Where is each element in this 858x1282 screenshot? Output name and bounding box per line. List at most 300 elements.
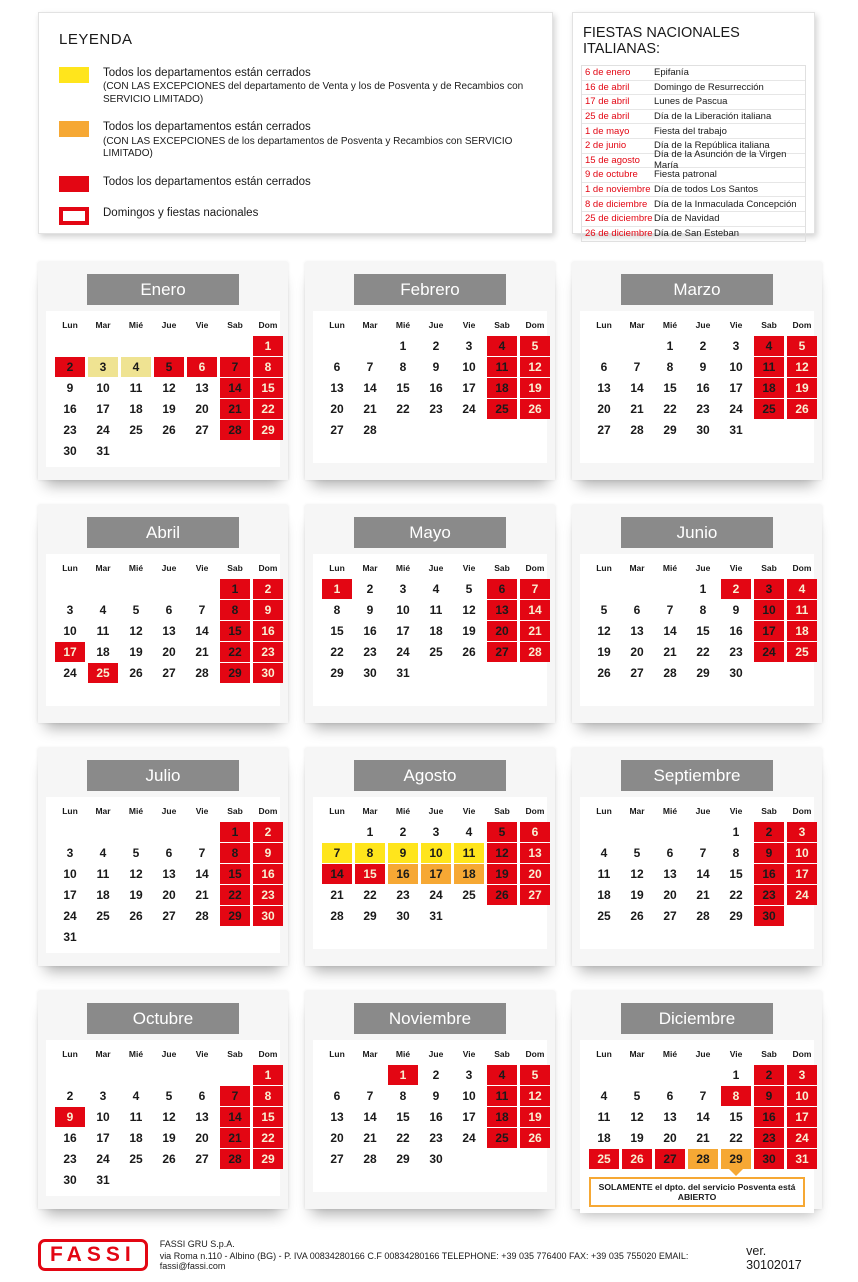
day-cell: 29 [330, 666, 344, 680]
day-cell: 8 [220, 843, 250, 863]
day-cell: 7 [666, 603, 674, 617]
empty-cell [55, 579, 85, 599]
weekday-header: Lun [596, 320, 612, 330]
day-cell: 21 [220, 399, 250, 419]
day-cell: 28 [696, 909, 710, 923]
holiday-name: Domingo de Resurrección [654, 81, 764, 93]
day-cell: 6 [165, 846, 173, 860]
empty-cell [688, 822, 718, 842]
day-cell: 30 [729, 666, 743, 680]
day-cell: 4 [787, 579, 817, 599]
day-cell: 26 [129, 909, 143, 923]
weekday-header: Dom [525, 563, 545, 573]
day-cell: 6 [333, 360, 341, 374]
day-cell: 8 [355, 843, 385, 863]
day-cell: 13 [195, 381, 209, 395]
month-panel [313, 797, 547, 949]
legend-color-red-icon [59, 176, 89, 192]
month-title: Abril [87, 517, 239, 548]
day-cell: 10 [462, 1089, 476, 1103]
empty-cell [187, 1065, 217, 1085]
day-cell: 25 [787, 642, 817, 662]
day-cell: 27 [162, 666, 176, 680]
day-cell: 24 [96, 1152, 110, 1166]
day-cell: 11 [129, 381, 143, 395]
day-cell: 27 [330, 1152, 344, 1166]
weekday-header: Jue [695, 320, 711, 330]
weekday-header: Vie [729, 806, 743, 816]
day-cell: 14 [696, 867, 710, 881]
day-cell: 21 [195, 888, 209, 902]
empty-cell [154, 336, 184, 356]
weekday-header: Dom [258, 320, 278, 330]
day-cell: 8 [253, 357, 283, 377]
weekday-header: Sab [494, 1049, 510, 1059]
footer [38, 1238, 824, 1272]
day-cell: 23 [696, 402, 710, 416]
day-cell: 24 [787, 1128, 817, 1148]
day-cell: 30 [63, 444, 77, 458]
day-cell: 26 [520, 1128, 550, 1148]
holiday-date: 26 de diciembre [585, 228, 653, 240]
day-cell: 2 [66, 1089, 74, 1103]
day-cell: 13 [330, 381, 344, 395]
day-cell: 29 [663, 423, 677, 437]
day-cell: 4 [121, 357, 151, 377]
empty-cell [121, 1065, 151, 1085]
weekday-header: Mar [362, 563, 378, 573]
weekday-header: Vie [462, 806, 476, 816]
weekday-header: Vie [729, 320, 743, 330]
day-cell: 28 [520, 642, 550, 662]
day-cell: 10 [96, 1110, 110, 1124]
weekday-header: Lun [329, 563, 345, 573]
day-cell: 18 [129, 402, 143, 416]
empty-cell [589, 336, 619, 356]
day-cell: 22 [363, 888, 377, 902]
day-cell: 30 [363, 666, 377, 680]
day-cell: 1 [220, 579, 250, 599]
day-cell: 3 [787, 1065, 817, 1085]
weekday-header: Mar [629, 320, 645, 330]
weekday-header: Lun [62, 806, 78, 816]
day-cell: 30 [253, 663, 283, 683]
day-cell: 11 [129, 1110, 143, 1124]
day-cell: 24 [787, 885, 817, 905]
holiday-row [582, 110, 805, 125]
day-cell: 7 [198, 846, 206, 860]
day-cell: 26 [487, 885, 517, 905]
day-cell: 10 [421, 843, 451, 863]
empty-cell [355, 1065, 385, 1085]
empty-cell [55, 822, 85, 842]
weekday-header: Mié [128, 563, 144, 573]
day-cell: 25 [589, 1149, 619, 1169]
day-cell: 4 [132, 1089, 140, 1103]
weekday-header: Jue [428, 1049, 444, 1059]
weekday-header: Jue [695, 806, 711, 816]
day-cell: 19 [462, 624, 476, 638]
weekday-header: Dom [525, 320, 545, 330]
weekday-header: Sab [227, 320, 243, 330]
month-card-agosto [305, 748, 555, 966]
day-cell: 8 [399, 360, 407, 374]
day-cell: 29 [396, 1152, 410, 1166]
weekday-header: Mié [395, 320, 411, 330]
month-card-julio [38, 748, 288, 966]
fassi-logo-text: FASSI [50, 1242, 136, 1266]
empty-cell [589, 1065, 619, 1085]
weekday-header: Dom [258, 1049, 278, 1059]
day-cell: 14 [363, 1110, 377, 1124]
month-day-grid [322, 318, 545, 440]
weekday-header: Jue [161, 806, 177, 816]
day-cell: 7 [633, 360, 641, 374]
day-cell: 21 [195, 645, 209, 659]
legend-item-text [103, 120, 532, 160]
day-cell: 2 [432, 1068, 440, 1082]
empty-cell [154, 579, 184, 599]
day-cell: 18 [597, 888, 611, 902]
weekday-header: Dom [792, 806, 812, 816]
day-cell: 1 [322, 579, 352, 599]
day-cell: 25 [487, 1128, 517, 1148]
day-cell: 24 [63, 666, 77, 680]
day-cell: 1 [366, 825, 374, 839]
day-cell: 4 [600, 1089, 608, 1103]
empty-cell [655, 822, 685, 842]
weekday-header: Lun [329, 806, 345, 816]
day-cell: 25 [487, 399, 517, 419]
day-cell: 10 [729, 360, 743, 374]
month-card-febrero [305, 262, 555, 480]
month-card-abril [38, 505, 288, 723]
day-cell: 18 [429, 624, 443, 638]
day-cell: 13 [663, 1110, 677, 1124]
day-cell: 13 [330, 1110, 344, 1124]
day-cell: 16 [63, 402, 77, 416]
day-cell: 4 [754, 336, 784, 356]
weekday-header: Mié [395, 1049, 411, 1059]
empty-cell [220, 1065, 250, 1085]
day-cell: 4 [99, 603, 107, 617]
day-cell: 1 [253, 336, 283, 356]
holiday-date: 6 de enero [585, 67, 631, 79]
day-cell: 12 [162, 381, 176, 395]
day-cell: 6 [487, 579, 517, 599]
legend-item-line1: Todos los departamentos están cerrados [103, 67, 311, 79]
day-cell: 23 [429, 1131, 443, 1145]
empty-cell [121, 579, 151, 599]
day-cell: 25 [96, 909, 110, 923]
empty-cell [622, 822, 652, 842]
weekday-header: Vie [729, 563, 743, 573]
day-cell: 5 [633, 846, 641, 860]
day-cell: 3 [432, 825, 440, 839]
day-cell: 21 [663, 645, 677, 659]
holiday-row [582, 81, 805, 96]
day-cell: 15 [330, 624, 344, 638]
day-cell: 11 [487, 1086, 517, 1106]
empty-cell [187, 822, 217, 842]
month-title: Septiembre [621, 760, 773, 791]
day-cell: 27 [655, 1149, 685, 1169]
day-cell: 7 [699, 1089, 707, 1103]
holiday-date: 17 de abril [585, 96, 630, 108]
day-cell: 28 [195, 666, 209, 680]
day-cell: 1 [666, 339, 674, 353]
day-cell: 27 [597, 423, 611, 437]
holiday-name: Día de todos Los Santos [654, 184, 759, 196]
holiday-name: Día de Navidad [654, 213, 720, 225]
day-cell: 21 [630, 402, 644, 416]
holiday-name: Día de la Asunción de la Virgen María [654, 149, 787, 172]
day-cell: 18 [754, 378, 784, 398]
month-panel [313, 1040, 547, 1192]
day-cell: 24 [462, 1131, 476, 1145]
month-card-enero [38, 262, 288, 480]
weekday-header: Mié [395, 563, 411, 573]
holiday-date: 25 de abril [585, 111, 630, 123]
day-cell: 6 [333, 1089, 341, 1103]
day-cell: 22 [220, 885, 250, 905]
day-cell: 17 [96, 402, 110, 416]
day-cell: 21 [363, 402, 377, 416]
month-card-diciembre [572, 991, 822, 1209]
day-cell: 28 [195, 909, 209, 923]
month-day-grid [589, 318, 812, 440]
company-name: FASSI GRU S.p.A. [159, 1239, 235, 1249]
weekday-header: Mar [629, 806, 645, 816]
day-cell: 10 [63, 624, 77, 638]
day-cell: 13 [487, 600, 517, 620]
day-cell: 31 [63, 930, 77, 944]
holidays-title: FIESTAS NACIONALES ITALIANAS: [583, 25, 740, 57]
day-cell: 10 [787, 843, 817, 863]
day-cell: 28 [330, 909, 344, 923]
day-cell: 27 [195, 423, 209, 437]
day-cell: 22 [253, 399, 283, 419]
day-cell: 31 [729, 423, 743, 437]
day-cell: 22 [663, 402, 677, 416]
day-cell: 18 [787, 621, 817, 641]
legend-item-line1: Todos los departamentos están cerrados [103, 121, 311, 134]
month-panel [580, 1040, 814, 1213]
day-cell: 7 [198, 603, 206, 617]
weekday-header: Dom [525, 806, 545, 816]
weekday-header: Mié [128, 1049, 144, 1059]
day-cell: 22 [396, 402, 410, 416]
day-cell: 2 [432, 339, 440, 353]
day-cell: 12 [520, 357, 550, 377]
day-cell: 9 [388, 843, 418, 863]
day-cell: 11 [429, 603, 443, 617]
day-cell: 1 [388, 1065, 418, 1085]
holiday-date: 25 de diciembre [585, 213, 653, 225]
day-cell: 27 [520, 885, 550, 905]
day-cell: 17 [462, 1110, 476, 1124]
day-cell: 22 [729, 888, 743, 902]
empty-cell [220, 336, 250, 356]
empty-cell [655, 1065, 685, 1085]
day-cell: 2 [699, 339, 707, 353]
day-cell: 13 [162, 624, 176, 638]
day-cell: 9 [754, 1086, 784, 1106]
day-cell: 31 [429, 909, 443, 923]
weekday-header: Jue [161, 1049, 177, 1059]
day-cell: 16 [363, 624, 377, 638]
day-cell: 9 [55, 1107, 85, 1127]
empty-cell [322, 336, 352, 356]
day-cell: 1 [399, 339, 407, 353]
day-cell: 23 [754, 1128, 784, 1148]
day-cell: 21 [696, 888, 710, 902]
weekday-header: Mié [662, 806, 678, 816]
legend-item-1 [59, 66, 532, 106]
day-cell: 14 [220, 378, 250, 398]
month-title: Febrero [354, 274, 506, 305]
day-cell: 22 [253, 1128, 283, 1148]
day-cell: 11 [597, 867, 611, 881]
legend-color-orange-icon [59, 121, 89, 137]
day-cell: 3 [465, 1068, 473, 1082]
holiday-row [582, 149, 805, 172]
empty-cell [121, 336, 151, 356]
company-info [160, 1239, 746, 1271]
day-cell: 17 [787, 1107, 817, 1127]
day-cell: 24 [429, 888, 443, 902]
day-cell: 12 [129, 624, 143, 638]
holiday-row [582, 212, 805, 227]
month-panel [580, 554, 814, 706]
day-cell: 8 [721, 1086, 751, 1106]
month-title: Diciembre [621, 1003, 773, 1034]
weekday-header: Mar [362, 1049, 378, 1059]
day-cell: 27 [663, 909, 677, 923]
holiday-date: 8 de diciembre [585, 198, 648, 210]
legend-item-text [103, 66, 532, 106]
day-cell: 19 [787, 378, 817, 398]
day-cell: 8 [732, 846, 740, 860]
day-cell: 17 [754, 621, 784, 641]
day-cell: 5 [600, 603, 608, 617]
holiday-name: Día de la República italiana [654, 140, 770, 152]
day-cell: 14 [520, 600, 550, 620]
day-cell: 21 [696, 1131, 710, 1145]
day-cell: 12 [462, 603, 476, 617]
day-cell: 30 [754, 1149, 784, 1169]
day-cell: 5 [132, 603, 140, 617]
holidays-table [581, 65, 806, 242]
weekday-header: Sab [494, 563, 510, 573]
holidays-panel [572, 12, 815, 240]
day-cell: 3 [465, 339, 473, 353]
day-cell: 19 [520, 378, 550, 398]
day-cell: 12 [520, 1086, 550, 1106]
day-cell: 12 [630, 867, 644, 881]
weekday-header: Mar [95, 563, 111, 573]
day-cell: 17 [396, 624, 410, 638]
day-cell: 7 [322, 843, 352, 863]
month-day-grid [55, 1047, 278, 1190]
day-cell: 3 [99, 1089, 107, 1103]
day-cell: 16 [754, 864, 784, 884]
day-cell: 9 [699, 360, 707, 374]
day-cell: 2 [253, 822, 283, 842]
weekday-header: Dom [258, 563, 278, 573]
day-cell: 14 [630, 381, 644, 395]
day-cell: 16 [429, 381, 443, 395]
day-cell: 18 [454, 864, 484, 884]
day-cell: 2 [399, 825, 407, 839]
day-cell: 5 [520, 336, 550, 356]
day-cell: 7 [220, 1086, 250, 1106]
day-cell: 29 [696, 666, 710, 680]
day-cell: 27 [487, 642, 517, 662]
holiday-row [582, 197, 805, 212]
holiday-row [582, 183, 805, 198]
day-cell: 14 [322, 864, 352, 884]
weekday-header: Jue [428, 806, 444, 816]
day-cell: 23 [253, 642, 283, 662]
day-cell: 5 [787, 336, 817, 356]
day-cell: 28 [363, 423, 377, 437]
day-cell: 22 [220, 642, 250, 662]
weekday-header: Mar [362, 320, 378, 330]
weekday-header: Mar [629, 1049, 645, 1059]
weekday-header: Vie [462, 563, 476, 573]
month-title: Julio [87, 760, 239, 791]
holiday-name: Día de la Inmaculada Concepción [654, 198, 797, 210]
weekday-header: Lun [329, 1049, 345, 1059]
day-cell: 22 [729, 1131, 743, 1145]
day-cell: 6 [198, 1089, 206, 1103]
month-title: Mayo [354, 517, 506, 548]
day-cell: 6 [666, 1089, 674, 1103]
day-cell: 2 [754, 822, 784, 842]
day-cell: 2 [754, 1065, 784, 1085]
month-title: Noviembre [354, 1003, 506, 1034]
day-cell: 9 [732, 603, 740, 617]
day-cell: 15 [220, 621, 250, 641]
day-cell: 13 [195, 1110, 209, 1124]
empty-cell [187, 579, 217, 599]
day-cell: 10 [63, 867, 77, 881]
day-cell: 24 [729, 402, 743, 416]
day-cell: 11 [96, 867, 110, 881]
weekday-header: Lun [596, 806, 612, 816]
weekday-header: Vie [195, 563, 209, 573]
holiday-date: 1 de noviembre [585, 184, 651, 196]
day-cell: 7 [366, 1089, 374, 1103]
day-cell: 26 [129, 666, 143, 680]
empty-cell [154, 1065, 184, 1085]
month-panel [46, 797, 280, 953]
empty-cell [655, 579, 685, 599]
day-cell: 10 [96, 381, 110, 395]
fassi-logo [38, 1239, 148, 1271]
month-day-grid [589, 561, 812, 683]
day-cell: 9 [366, 603, 374, 617]
day-cell: 30 [696, 423, 710, 437]
empty-cell [187, 336, 217, 356]
month-card-septiembre [572, 748, 822, 966]
day-cell: 13 [597, 381, 611, 395]
day-cell: 23 [363, 645, 377, 659]
day-cell: 27 [630, 666, 644, 680]
empty-cell [88, 1065, 118, 1085]
day-cell: 21 [363, 1131, 377, 1145]
